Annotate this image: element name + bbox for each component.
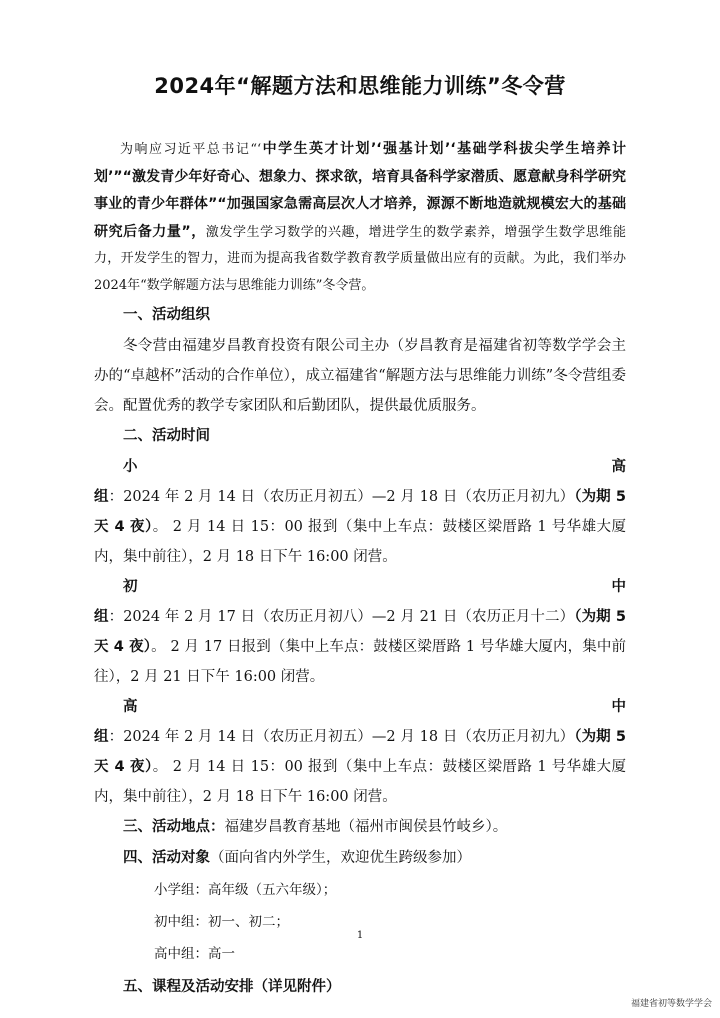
section-1-heading: 一、活动组织 bbox=[123, 306, 210, 323]
schedule-primary: 小高组：2024 年 2 月 14 日（农历正月初五）—2 月 18 日（农历正月初九）（为期 5 天 4 夜）。 2 月 14 日 15：00 报到（集中上车点：鼓楼区梁厝路 1 号华雄大厦内，集中前往），2 月 18 日下午 16:00 闭营。 bbox=[94, 458, 627, 565]
document-title: 2024年“解题方法和思维能力训练”冬令营 bbox=[154, 74, 566, 98]
document-body bbox=[94, 136, 626, 1003]
section-4-heading: 四、活动对象（面向省内外学生，欢迎优生跨级参加） bbox=[123, 849, 471, 866]
intro-bold-quote: 中学生英才计划’‘强基计划’‘基础学科拔尖学生培养计划’”“激发青少年好奇心、想象力、探求欲，培育具备科学家潜质、愿意献身科学研究事业的青少年群体”“加强国家急需高层次人才培养，源源不断地造就规模宏大的基础研究后备力量”， bbox=[94, 141, 626, 240]
section-5-note: （详见附件） bbox=[253, 978, 341, 995]
page-number: 1 bbox=[356, 930, 364, 941]
intro-text-2: 激发学生学习数学的兴趣，增进学生的数学素养，增强学生数学思维能力，开发学生的智力，进而为提高我省数学教育教学质量做出应有的贡献。为此，我们举办 2024年“数学解题方法与思维能力训练”冬令营。 bbox=[94, 224, 626, 293]
section-1-text: 冬令营由福建岁昌教育投资有限公司主办（岁昌教育是福建省初等数学学会主办的“卓越杯”活动的合作单位），成立福建省“解题方法与思维能力训练”冬令营组委会。配置优秀的教学专家团队和后勤团队，提供最优质服务。 bbox=[94, 337, 626, 414]
schedule-junior: 初中组：2024 年 2 月 17 日（农历正月初八）—2 月 21 日（农历正月十二）（为期 5 天 4 夜）。 2 月 17 日报到（集中上车点：鼓楼区梁厝路 1 号华雄大厦内，集中前往），2 月 21 日下午 16:00 闭营。 bbox=[94, 578, 627, 685]
audience-item: 小学组：高年级（五六年级）； bbox=[154, 881, 337, 898]
section-2-heading: 二、活动时间 bbox=[123, 427, 210, 444]
intro-text-1: 为响应习近平总书记“‘ bbox=[120, 142, 262, 157]
section-3-heading: 三、活动地点：福建岁昌教育基地（福州市闽侯县竹岐乡）。 bbox=[123, 818, 508, 835]
audience-item: 初中组：初一、初二； bbox=[154, 913, 289, 930]
section-3-text: 福建岁昌教育基地（福州市闽侯县竹岐乡）。 bbox=[224, 818, 508, 835]
section-4-note: （面向省内外学生，欢迎优生跨级参加） bbox=[210, 849, 471, 866]
audience-item: 高中组：高一 bbox=[154, 945, 235, 962]
schedule-senior: 高中组：2024 年 2 月 14 日（农历正月初五）—2 月 18 日（农历正月初九）（为期 5 天 4 夜）。 2 月 14 日 15：00 报到（集中上车点：鼓楼区梁厝路 1 号华雄大厦内，集中前往），2 月 18 日下午 16:00 闭营。 bbox=[94, 698, 627, 805]
watermark: 福建省初等数学学会 bbox=[630, 999, 712, 1009]
intro-paragraph bbox=[94, 136, 626, 300]
section-5-heading: 五、课程及活动安排（详见附件） bbox=[123, 978, 341, 995]
